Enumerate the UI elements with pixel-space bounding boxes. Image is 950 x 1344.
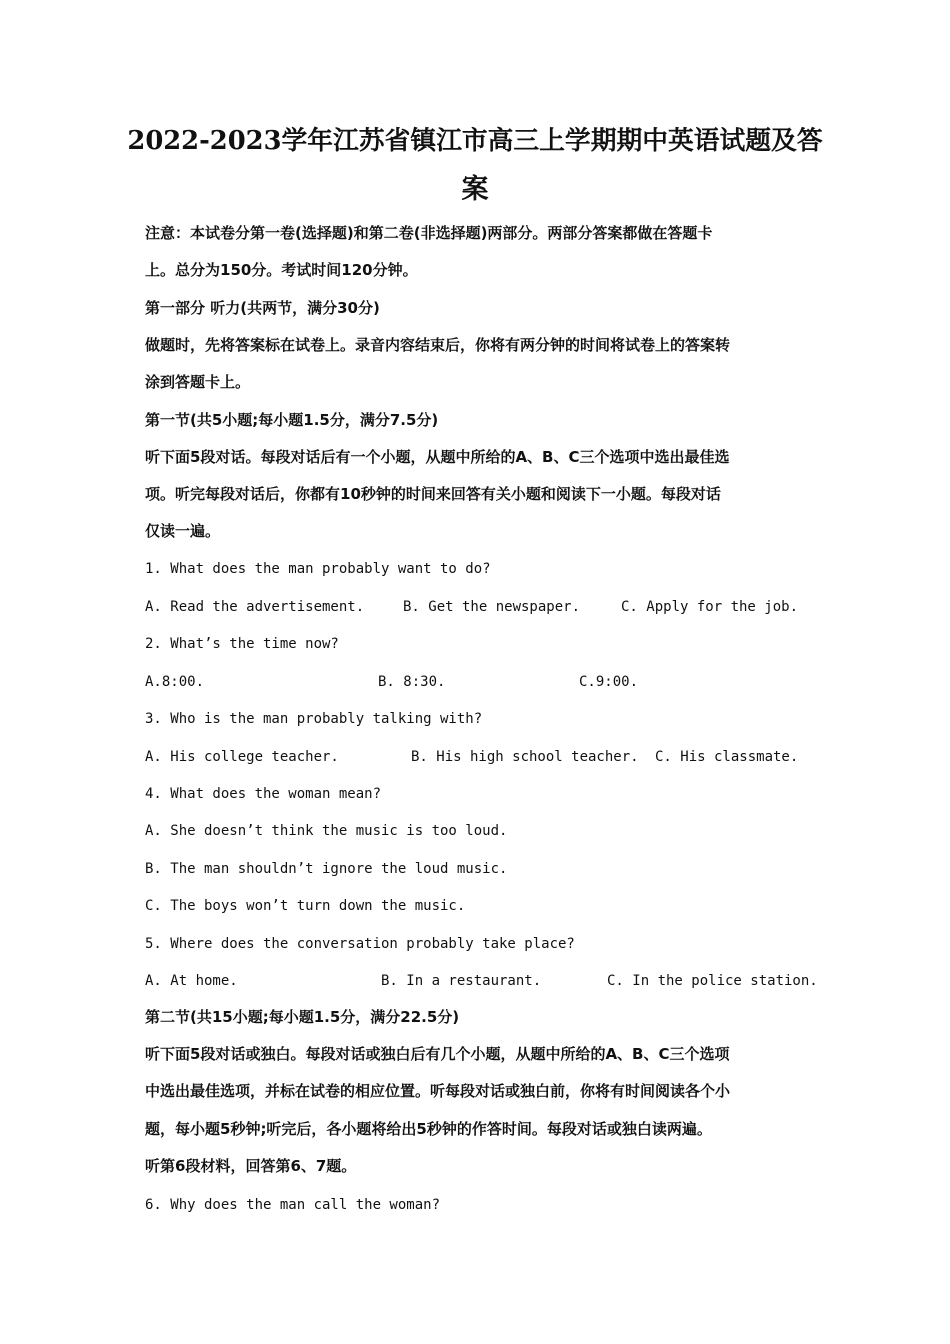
question-4-option-a: A. She doesn’t think the music is too loud. bbox=[145, 823, 508, 839]
notice-line-1: 注意：本试卷分第一卷(选择题)和第二卷(非选择题)两部分。两部分答案都做在答题卡 bbox=[145, 224, 713, 242]
question-5-option-b: B. In a restaurant. bbox=[381, 973, 542, 989]
question-1-option-b: B. Get the newspaper. bbox=[403, 599, 581, 615]
question-2-option-a: A.8:00. bbox=[145, 674, 205, 690]
question-5-option-c: C. In the police station. bbox=[607, 973, 818, 989]
section1-heading: 第一节(共5小题;每小题1.5分，满分7.5分) bbox=[145, 411, 439, 429]
question-3-option-b: B. His high school teacher. bbox=[411, 749, 639, 765]
question-4-option-b: B. The man shouldn’t ignore the loud music. bbox=[145, 861, 508, 877]
section2-instruction-line-2: 中选出最佳选项，并标在试卷的相应位置。听每段对话或独白前，你将有时间阅读各个小 bbox=[145, 1082, 731, 1100]
question-1-option-a: A. Read the advertisement. bbox=[145, 599, 365, 615]
question-3-option-c: C. His classmate. bbox=[655, 749, 799, 765]
section2-instruction-line-1: 听下面5段对话或独白。每段对话或独白后有几个小题，从题中所给的A、B、C三个选项 bbox=[145, 1045, 730, 1063]
question-5-stem: 5. Where does the conversation probably take place? bbox=[145, 936, 575, 952]
question-6-stem: 6. Why does the man call the woman? bbox=[145, 1197, 441, 1213]
notice-line-2: 上。总分为150分。考试时间120分钟。 bbox=[145, 261, 418, 279]
question-3-option-a: A. His college teacher. bbox=[145, 749, 339, 765]
question-1-option-c: C. Apply for the job. bbox=[621, 599, 799, 615]
question-3-stem: 3. Who is the man probably talking with? bbox=[145, 711, 483, 727]
question-4-stem: 4. What does the woman mean? bbox=[145, 786, 382, 802]
part1-heading: 第一部分 听力(共两节，满分30分) bbox=[145, 299, 380, 317]
part1-instruction-line-1: 做题时，先将答案标在试卷上。录音内容结束后，你将有两分钟的时间将试卷上的答案转 bbox=[145, 336, 731, 354]
page-title-line-2: 案 bbox=[461, 174, 489, 205]
section2-instruction-line-3: 题，每小题5秒钟;听完后，各小题将给出5秒钟的作答时间。每段对话或独白读两遍。 bbox=[145, 1120, 712, 1138]
section2-material-note: 听第6段材料，回答第6、7题。 bbox=[145, 1157, 357, 1175]
question-2-option-b: B. 8:30. bbox=[378, 674, 446, 690]
page-title-line-1: 2022-2023学年江苏省镇江市高三上学期期中英语试题及答 bbox=[127, 126, 823, 156]
section2-heading: 第二节(共15小题;每小题1.5分，满分22.5分) bbox=[145, 1008, 460, 1026]
section1-instruction-line-2: 项。听完每段对话后，你都有10秒钟的时间来回答有关小题和阅读下一小题。每段对话 bbox=[145, 485, 721, 503]
question-4-option-c: C. The boys won’t turn down the music. bbox=[145, 898, 466, 914]
question-2-stem: 2. What’s the time now? bbox=[145, 636, 339, 652]
section1-instruction-line-3: 仅读一遍。 bbox=[145, 522, 221, 540]
part1-instruction-line-2: 涂到答题卡上。 bbox=[145, 373, 251, 391]
question-5-option-a: A. At home. bbox=[145, 973, 238, 989]
section1-instruction-line-1: 听下面5段对话。每段对话后有一个小题，从题中所给的A、B、C三个选项中选出最佳选 bbox=[145, 448, 730, 466]
question-2-option-c: C.9:00. bbox=[579, 674, 639, 690]
question-1-stem: 1. What does the man probably want to do? bbox=[145, 561, 491, 577]
